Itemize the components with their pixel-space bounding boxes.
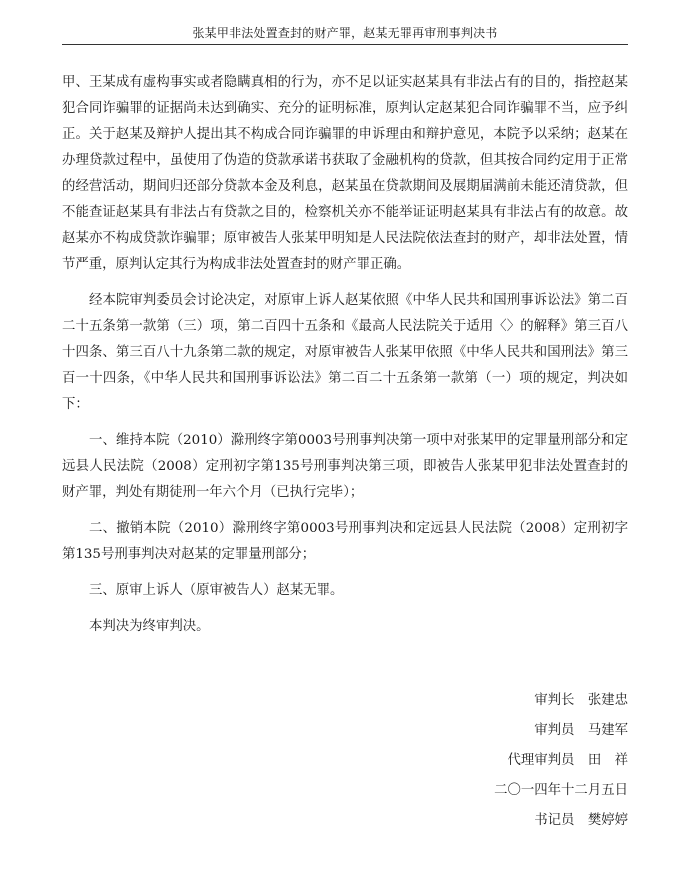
clerk-signature: 书记员 樊婷婷 xyxy=(534,813,628,828)
paragraph-decision-basis: 经本院审判委员会讨论决定，对原审上诉人赵某依照《中华人民共和国刑事诉讼法》第二百二十五条第一款第（三）项，第二百四十五条和《最高人民法院关于适用〈〉的解释》第三百八十四条、第三百八十九条第二款的规定，对原审被告人张某甲依照《中华人民共和国刑法》第三百一十四条，《中华人民共和国刑事诉讼法》第二百二十五条第一款第（一）项的规定，判决如下： xyxy=(62,293,628,412)
paragraph-ruling-item-1: 一、维持本院（2010）滁刑终字第0003号刑事判决第一项中对张某甲的定罪量刑部分和定远县人民法院（2008）定刑初字第135号刑事判决第三项，即被告人张某甲犯非法处置查封的财产罪，判处有期徒刑一年六个月（已执行完毕）； xyxy=(62,433,628,500)
judgment-body xyxy=(62,70,628,650)
running-header: 张某甲非法处置查封的财产罪，赵某无罪再审刑事判决书 xyxy=(192,26,498,40)
judgment-date: 二〇一四年十二月五日 xyxy=(494,783,628,798)
signature-block xyxy=(494,686,628,836)
presiding-judge-signature: 审判长 张建忠 xyxy=(534,693,628,708)
paragraph-ruling-item-2: 二、撤销本院（2010）滁刑终字第0003号刑事判决和定远县人民法院（2008）定刑初字第135号刑事判决对赵某的定罪量刑部分； xyxy=(62,521,628,562)
paragraph-ruling-item-3: 三、原审上诉人（原审被告人）赵某无罪。 xyxy=(89,583,344,598)
header-rule xyxy=(62,44,628,45)
paragraph-final-judgment: 本判决为终审判决。 xyxy=(89,619,210,634)
acting-judge-signature: 代理审判员 田 祥 xyxy=(507,753,628,768)
paragraph-reasoning: 甲、王某成有虚构事实或者隐瞒真相的行为，亦不足以证实赵某具有非法占有的目的，指控赵某犯合同诈骗罪的证据尚未达到确实、充分的证明标准，原判认定赵某犯合同诈骗罪不当，应予纠正。关于赵某及辩护人提出其不构成合同诈骗罪的申诉理由和辩护意见，本院予以采纳；赵某在办理贷款过程中，虽使用了伪造的贷款承诺书获取了金融机构的贷款，但其按合同约定用于正常的经营活动，期间归还部分贷款本金及利息，赵某虽在贷款期间及展期届满前未能还清贷款，但不能查证赵某具有非法占有贷款之目的，检察机关亦不能举证证明赵某具有非法占有的故意。故赵某亦不构成贷款诈骗罪；原审被告人张某甲明知是人民法院依法查封的财产，却非法处置，情节严重，原判认定其行为构成非法处置查封的财产罪正确。 xyxy=(62,75,628,272)
judge-signature: 审判员 马建军 xyxy=(534,723,628,738)
